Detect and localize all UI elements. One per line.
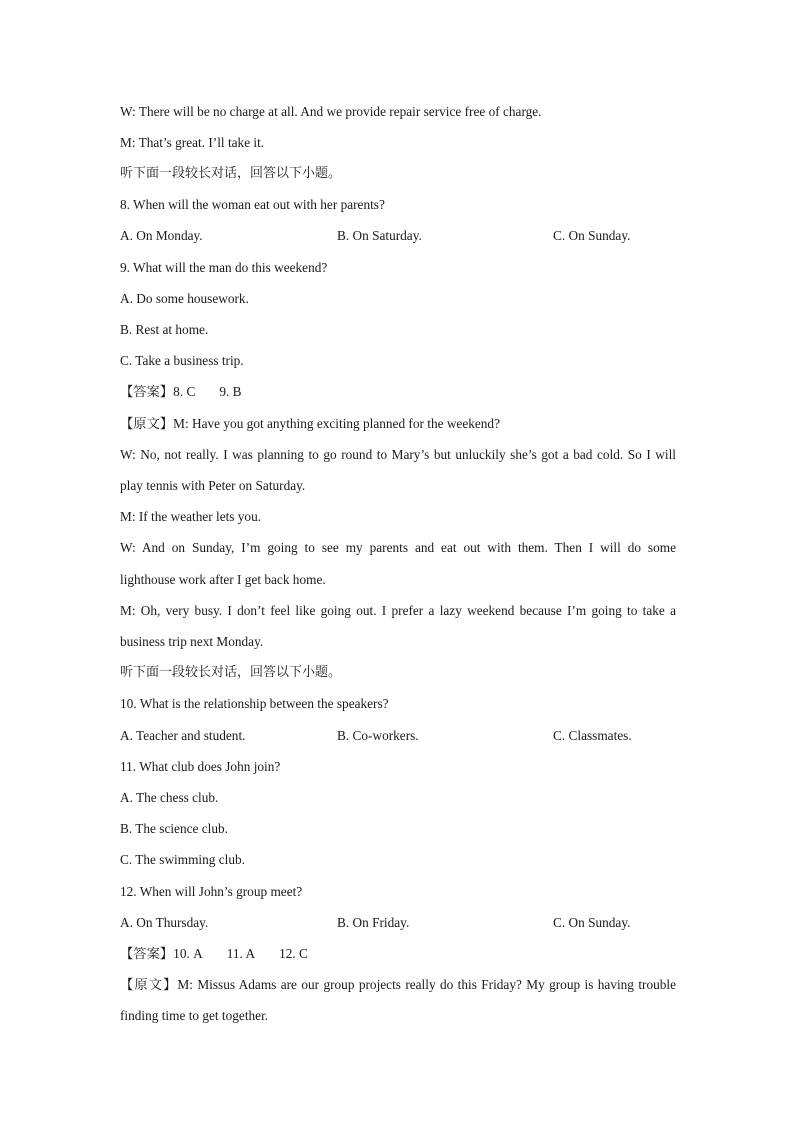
answer-key bbox=[120, 945, 676, 963]
question-8: 8. When will the woman eat out with her parents? bbox=[120, 197, 385, 212]
dialogue-line: M: That’s great. I’ll take it. bbox=[120, 135, 265, 150]
transcript-line: business trip next Monday. bbox=[120, 634, 264, 649]
section-instruction: 听下面一段较长对话，回答以下小题。 bbox=[120, 166, 342, 181]
question-12: 12. When will John’s group meet? bbox=[120, 884, 303, 899]
transcript-line: lighthouse work after I get back home. bbox=[120, 572, 326, 587]
transcript-line: play tennis with Peter on Saturday. bbox=[120, 478, 306, 493]
transcript-line: finding time to get together. bbox=[120, 1008, 269, 1023]
option-b: B. On Saturday. bbox=[337, 228, 422, 243]
answer-item: 9. B bbox=[219, 384, 242, 399]
transcript-line: 【原文】M: Missus Adams are our group projects really do this Friday? My group is having trouble bbox=[120, 977, 676, 992]
option-a: A. On Thursday. bbox=[120, 915, 209, 930]
dialogue-line: W: There will be no charge at all. And we provide repair service free of charge. bbox=[120, 104, 542, 119]
question-9: 9. What will the man do this weekend? bbox=[120, 260, 328, 275]
option-c: C. Take a business trip. bbox=[120, 353, 244, 368]
question-11: 11. What club does John join? bbox=[120, 759, 281, 774]
answer-item: 11. A bbox=[226, 946, 256, 961]
option-a: A. The chess club. bbox=[120, 790, 219, 805]
answer-item: 【答案】8. C bbox=[120, 384, 196, 399]
option-c: C. On Sunday. bbox=[553, 915, 631, 930]
transcript-line: W: No, not really. I was planning to go round to Mary’s but unluckily she’s got a bad cold. So I will bbox=[120, 447, 676, 462]
option-c: C. Classmates. bbox=[553, 728, 632, 743]
option-a: A. Teacher and student. bbox=[120, 728, 246, 743]
option-b: B. Rest at home. bbox=[120, 322, 209, 337]
option-b: B. Co-workers. bbox=[337, 728, 419, 743]
option-a: A. Do some housework. bbox=[120, 291, 249, 306]
answer-key bbox=[120, 383, 676, 401]
question-10: 10. What is the relationship between the speakers? bbox=[120, 696, 389, 711]
transcript-line: M: Oh, very busy. I don’t feel like going out. I prefer a lazy weekend because I’m going to take a bbox=[120, 603, 676, 618]
option-c: C. The swimming club. bbox=[120, 852, 245, 867]
transcript-line: W: And on Sunday, I’m going to see my parents and eat out with them. Then I will do some bbox=[120, 540, 676, 555]
option-a: A. On Monday. bbox=[120, 228, 203, 243]
section-instruction: 听下面一段较长对话，回答以下小题。 bbox=[120, 665, 342, 680]
option-b: B. The science club. bbox=[120, 821, 228, 836]
transcript-line: M: If the weather lets you. bbox=[120, 509, 262, 524]
option-b: B. On Friday. bbox=[337, 915, 410, 930]
answer-item: 【答案】10. A bbox=[120, 946, 203, 961]
option-c: C. On Sunday. bbox=[553, 228, 631, 243]
transcript-line: 【原文】M: Have you got anything exciting planned for the weekend? bbox=[120, 416, 500, 431]
answer-item: 12. C bbox=[279, 946, 308, 961]
